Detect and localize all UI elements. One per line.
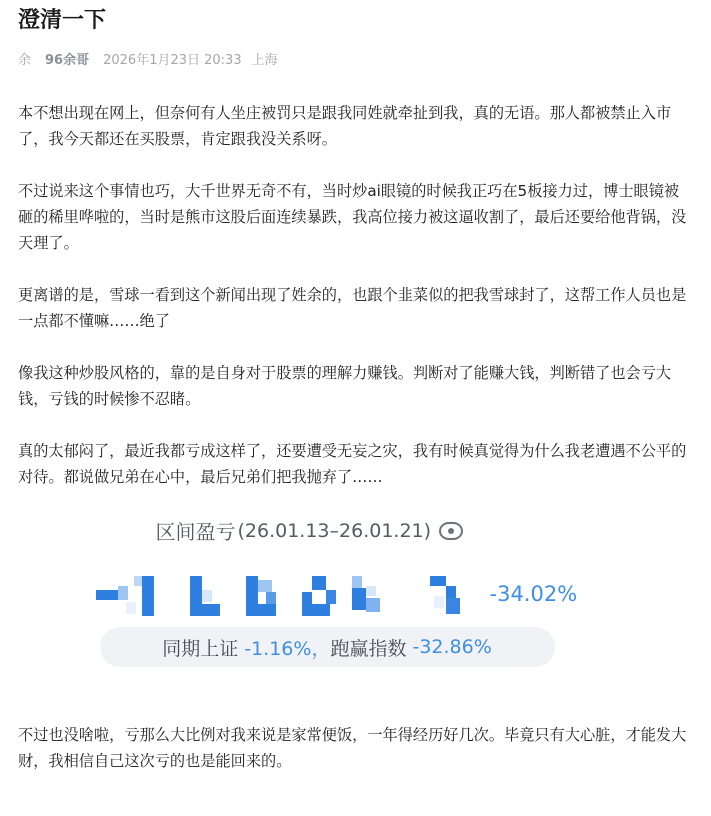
- outperform-value: -32.86%: [412, 636, 492, 658]
- article-paragraph: 不过说来这个事情也巧，大千世界无奇不有，当时炒ai眼镜的时候我正巧在5板接力过，博士眼镜被砸的稀里哗啦的，当时是熊市这股后面连续暴跌，我高位接力被这逼收割了，最后还要给他背锅，没天理了。: [18, 182, 687, 252]
- article-paragraph: 本不想出现在网上，但奈何有人坐庄被罚只是跟我同姓就牵扯到我，真的无语。那人都被禁止入市了，我今天都还在买股票，肯定跟我没关系呀。: [18, 104, 672, 148]
- pnl-percent: -34.02%: [489, 582, 578, 606]
- article-meta: [18, 48, 693, 68]
- outperform-label: 跑赢指数: [330, 637, 407, 660]
- pnl-label: 区间盈亏: [155, 520, 236, 544]
- benchmark-compare-pill: [100, 627, 555, 667]
- article-body: [18, 100, 693, 490]
- benchmark-label: 同期上证: [162, 637, 239, 660]
- author-name[interactable]: 96余哥: [45, 52, 90, 68]
- publish-time: 2026年1月23日 20:33: [103, 52, 242, 68]
- publish-location: 上海: [251, 52, 278, 68]
- benchmark-value: -1.16%，: [244, 637, 331, 660]
- article-paragraph: 真的太郁闷了，最近我都亏成这样了，还要遭受无妄之灾，我有时候真觉得为什么我老遭遇不公平的对待。都说做兄弟在心中，最后兄弟们把我抛弃了……: [18, 442, 687, 486]
- pnl-date-range: (26.01.13–26.01.21): [237, 519, 432, 542]
- article-title: 澄清一下: [18, 8, 107, 33]
- pixelated-amount: [96, 576, 476, 616]
- pnl-header: [156, 516, 464, 545]
- author-avatar[interactable]: 余: [18, 52, 32, 68]
- article-paragraph: 更离谱的是，雪球一看到这个新闻出现了姓余的，也跟个韭菜似的把我雪球封了，这帮工作人员也是一点都不懂嘛……绝了: [18, 286, 687, 330]
- article-paragraph: 像我这种炒股风格的，靠的是自身对于股票的理解力赚钱。判断对了能赚大钱，判断错了也会亏大钱，亏钱的时候惨不忍睹。: [18, 364, 672, 408]
- pnl-screenshot-card: [96, 516, 616, 706]
- eye-icon[interactable]: [439, 522, 463, 540]
- article-paragraph: 不过也没啥啦，亏那么大比例对我来说是家常便饭，一年得经历好几次。毕竟只有大心脏，才能发大财，我相信自己这次亏的也是能回来的。: [18, 726, 687, 770]
